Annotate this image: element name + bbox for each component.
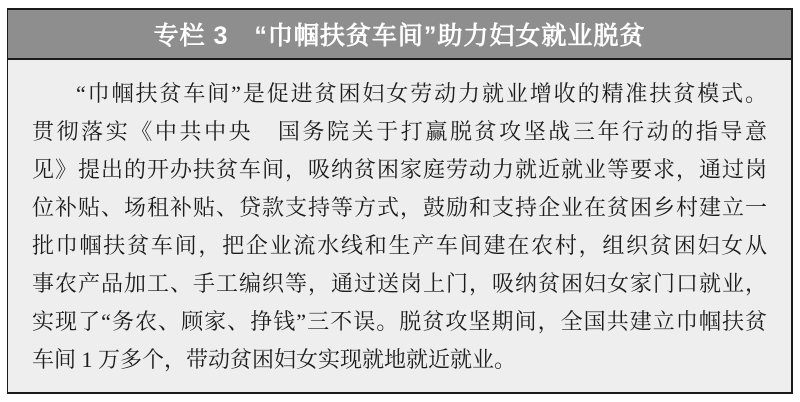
paragraph-line: 位补贴、场租补贴、贷款支持等方式，鼓励和支持企业在贫困乡村建立一 bbox=[32, 195, 767, 220]
column-box bbox=[7, 8, 793, 394]
paragraph-line: 见》提出的开办扶贫车间，吸纳贫困家庭劳动力就近就业等要求，通过岗 bbox=[32, 157, 767, 182]
column-box-body bbox=[8, 60, 791, 379]
paragraph-line: 批巾帼扶贫车间，把企业流水线和生产车间建在农村，组织贫困妇女从 bbox=[32, 233, 767, 258]
paragraph-line: 事农产品加工、手工编织等，通过送岗上门，吸纳贫困妇女家门口就业， bbox=[32, 271, 767, 296]
paragraph-line: 车间 1 万多个，带动贫困妇女实现就地就近就业。 bbox=[32, 347, 517, 372]
paragraph-line: 贯彻落实《中共中央 国务院关于打赢脱贫攻坚战三年行动的指导意 bbox=[32, 119, 767, 144]
column-box-title: 专栏 3 “巾帼扶贫车间”助力妇女就业脱贫 bbox=[153, 22, 646, 50]
column-box-header bbox=[8, 10, 791, 60]
paragraph-line: 实现了“务农、顾家、挣钱”三不误。脱贫攻坚期间，全国共建立巾帼扶贫 bbox=[32, 309, 767, 334]
paragraph-line: “巾帼扶贫车间”是促进贫困妇女劳动力就业增收的精准扶贫模式。 bbox=[76, 81, 767, 106]
